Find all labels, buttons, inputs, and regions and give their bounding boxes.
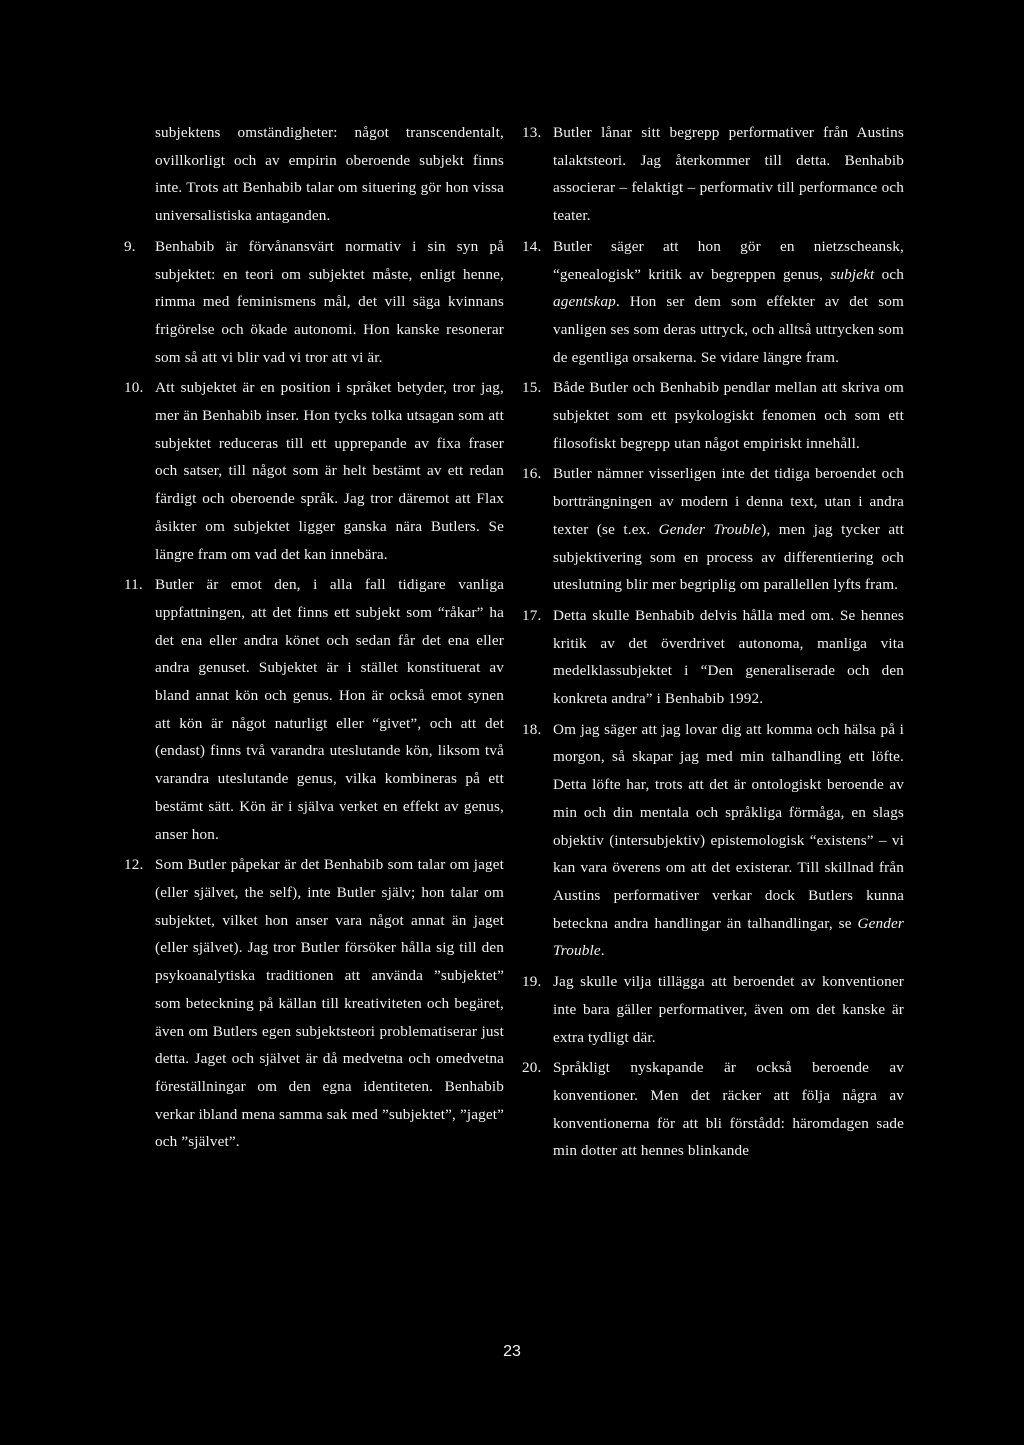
note-11 bbox=[124, 571, 504, 848]
note-text-part: . Hon ser dem som effekter av det som vanligen ses som deras uttryck, och alltså uttrycken som de egentliga orsakerna. Se vidare längre fram. bbox=[553, 293, 904, 366]
note-text: Att subjektet är en position i språket betyder, tror jag, mer än Benhabib inser. Hon tycks tolka utsagan som att subjektet reduceras till ett upprepande av fixa fraser och satser, till något som är helt bestämt av ett redan färdigt och oberoende språk. Jag tror däremot att Flax åsikter om subjektet ligger ganska nära Butlers. Se längre fram om vad det kan innebära. bbox=[155, 379, 504, 563]
note-12 bbox=[124, 851, 504, 1156]
right-column bbox=[522, 119, 904, 1168]
note-continuation bbox=[124, 119, 504, 230]
note-number: 19. bbox=[522, 973, 542, 991]
page-number: 23 bbox=[503, 1343, 521, 1360]
note-italic-title: Gender Trouble bbox=[658, 520, 762, 538]
note-italic-term: subjekt bbox=[830, 265, 875, 283]
note-14 bbox=[522, 233, 904, 372]
note-number: 15. bbox=[522, 379, 542, 397]
note-text: Detta skulle Benhabib delvis hålla med om. Se hennes kritik av det överdrivet autonoma, manliga vita medelklassubjektet i “Den generaliserade och den konkreta andra” i Benhabib 1992. bbox=[553, 606, 904, 708]
note-19 bbox=[522, 968, 904, 1051]
note-text-part: ), men jag tycker att subjektivering som en process av differentiering och uteslutning blir mer begriplig om parallellen lyfts fram. bbox=[553, 520, 904, 594]
note-16 bbox=[522, 460, 904, 599]
note-italic-title: Gender Trouble bbox=[553, 914, 904, 960]
note-17 bbox=[522, 602, 904, 713]
note-number: 18. bbox=[522, 720, 542, 738]
note-number: 16. bbox=[522, 465, 542, 483]
note-13 bbox=[522, 119, 904, 230]
left-column bbox=[124, 119, 504, 1159]
note-text: Både Butler och Benhabib pendlar mellan att skriva om subjektet som ett psykologiskt fenomen och som ett filosofiskt begrepp utan något empiriskt innehåll. bbox=[553, 379, 904, 452]
note-text-part: . bbox=[600, 942, 605, 960]
note-10 bbox=[124, 374, 504, 568]
note-number: 13. bbox=[522, 124, 542, 141]
note-number: 17. bbox=[522, 606, 542, 624]
note-text: Butler lånar sitt begrepp performativer från Austins talaktsteori. Jag återkommer till detta. Benhabib associerar – felaktigt – performativ till performance och teater. bbox=[553, 124, 904, 225]
note-text-part: Om jag säger att jag lovar dig att komma och hälsa på i morgon, så skapar jag med min talhandling ett löfte. Detta löfte har, trots att det är ontologiskt beroende av min och din mentala och språkliga förmåga, en slags objektiv (intersubjektiv) epistemologisk “existens” – vi kan vara överens om att det existerar. Till skillnad från Austins performativer verkar dock Butlers kunna beteckna andra handlingar än talhandlingar, se bbox=[553, 720, 904, 932]
note-number: 20. bbox=[522, 1059, 542, 1077]
note-text-part: Butler säger att hon gör en nietzscheansk, “genealogisk” kritik av begreppen genus, bbox=[553, 237, 904, 283]
note-text: Benhabib är förvånansvärt normativ i sin syn på subjektet: en teori om subjektet måste, enligt henne, rimma med feminismens mål, det vill säga kvinnans frigörelse och ökade autonomi. Hon kanske resonerar som så att vi blir vad vi tror att vi är. bbox=[155, 237, 504, 366]
note-continuation-text: subjektens omständigheter: något transcendentalt, ovillkorligt och av empirin oberoende subjekt finns inte. Trots att Benhabib talar om situering gör hon vissa universalistiska antaganden. bbox=[155, 124, 504, 225]
note-18 bbox=[522, 716, 904, 965]
note-text-part: och bbox=[874, 265, 905, 283]
note-text: Butler är emot den, i alla fall tidigare vanliga uppfattningen, att det finns ett subjekt som “råkar” ha det ena eller andra könet och sedan får det ena eller andra genuset. Subjektet är i stället konstituerat av bland annat kön och genus. Hon är också emot synen att kön är något naturligt eller “givet”, och att det (endast) finns två varandra uteslutande kön, liksom två varandra uteslutande genus, vilka kombineras på ett bestämt sätt. Kön är i själva verket en effekt av genus, anser hon. bbox=[155, 576, 504, 843]
note-number: 14. bbox=[522, 237, 542, 255]
note-number: 9. bbox=[124, 237, 136, 255]
note-number: 11. bbox=[124, 576, 143, 594]
note-text: Som Butler påpekar är det Benhabib som talar om jaget (eller självet, the self), inte Butler själv; hon talar om subjektet, vilket hon anser vara något annat än jaget (eller självet). Jag tror Butler försöker hålla sig till den psykoanalytiska traditionen att använda ”subjektet” som beteckning på källan till kreativiteten och begäret, även om Butlers egen subjektsteori problematiserar just detta. Jaget och självet är då medvetna och omedvetna föreställningar om den egna identiteten. Benhabib verkar ibland mena samma sak med ”subjektet”, ”jaget” och ”självet”. bbox=[155, 856, 504, 1151]
note-9 bbox=[124, 233, 504, 372]
note-text: Språkligt nyskapande är också beroende av konventioner. Men det räcker att följa några av konventionerna för att bli förstådd: häromdagen sade min dotter att hennes blinkande bbox=[553, 1059, 904, 1160]
note-text: Jag skulle vilja tillägga att beroendet av konventioner inte bara gäller performativer, även om det kanske är extra tydligt där. bbox=[553, 973, 904, 1046]
note-italic-term: agentskap bbox=[553, 293, 616, 311]
note-number: 12. bbox=[124, 856, 144, 874]
note-15 bbox=[522, 374, 904, 457]
note-text-part: Butler nämner visserligen inte det tidiga beroendet och bortträngningen av modern i denna text, utan i andra texter (se t.ex. bbox=[553, 465, 904, 538]
note-number: 10. bbox=[124, 379, 144, 397]
note-20 bbox=[522, 1054, 904, 1165]
